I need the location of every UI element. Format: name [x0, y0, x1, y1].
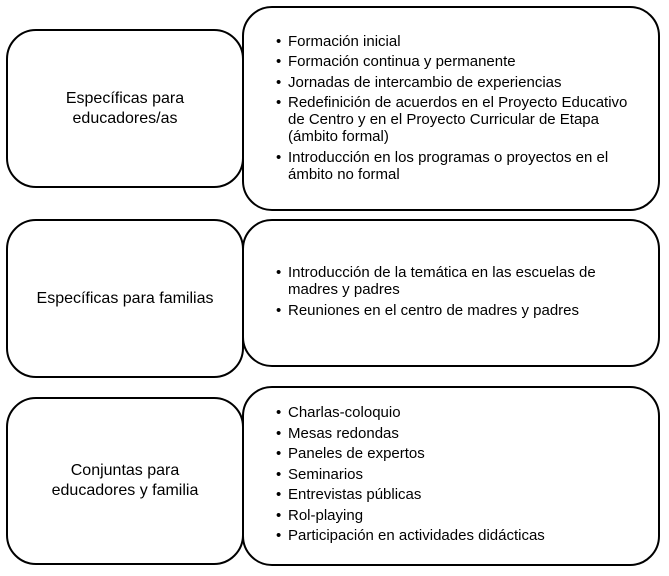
list-item: • Reuniones en el centro de madres y padres [276, 302, 642, 319]
activities-list [276, 404, 545, 548]
list-item: • Seminarios [276, 466, 545, 483]
category-label-line: educadores/as [72, 109, 178, 127]
category-box-families [6, 219, 244, 378]
list-item: • Entrevistas públicas [276, 486, 545, 503]
activities-list [276, 264, 642, 322]
list-item: • Rol-playing [276, 507, 545, 524]
activities-box-families [242, 219, 660, 367]
category-label [52, 461, 199, 501]
list-item: • Charlas-coloquio [276, 404, 545, 421]
list-item: • Paneles de expertos [276, 445, 545, 462]
activities-box-educators [242, 6, 660, 211]
activities-box-joint [242, 386, 660, 566]
list-item: • Redefinición de acuerdos en el Proyecto Educativo de Centro y en el Proyecto Curricular de Etapa (ámbito formal) [276, 94, 642, 145]
list-item: • Formación inicial [276, 33, 642, 50]
category-box-educators [6, 29, 244, 188]
category-label [66, 89, 184, 129]
list-item: • Participación en actividades didácticas [276, 527, 545, 544]
category-label-line: Conjuntas para [70, 462, 180, 479]
list-item: • Mesas redondas [276, 425, 545, 442]
list-item: • Formación continua y permanente [276, 53, 642, 70]
category-label-line: educadores y familia [51, 482, 199, 499]
category-label-line: Específicas para familias [36, 289, 214, 307]
category-label [37, 289, 214, 309]
category-label-line: Específicas para [65, 89, 185, 107]
list-item: • Introducción en los programas o proyectos en el ámbito no formal [276, 149, 642, 183]
category-box-joint [6, 397, 244, 565]
list-item: • Jornadas de intercambio de experiencias [276, 74, 642, 91]
list-item: • Introducción de la temática en las escuelas de madres y padres [276, 264, 642, 298]
activities-list [276, 33, 642, 187]
